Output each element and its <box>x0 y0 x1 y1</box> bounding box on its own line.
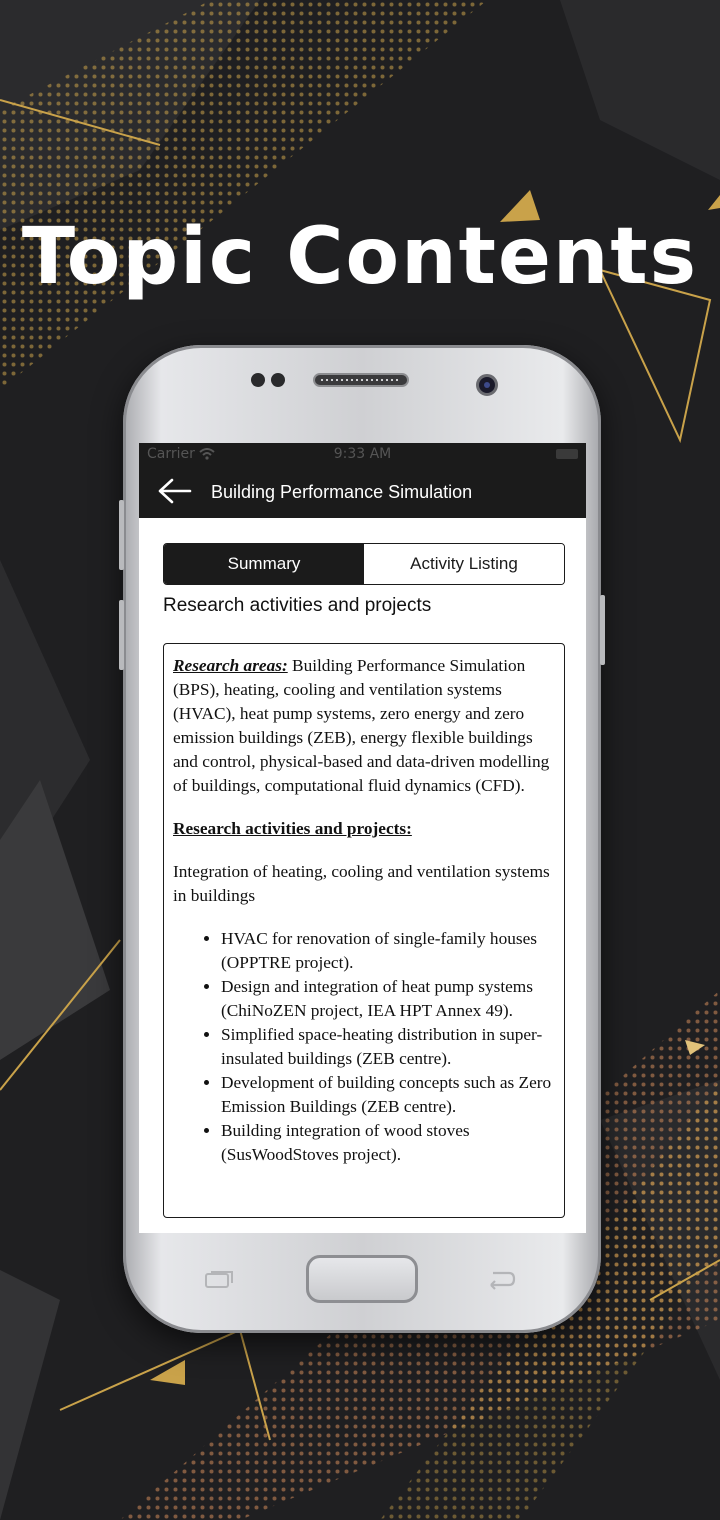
activities-heading-paragraph <box>173 817 555 841</box>
recent-apps-icon[interactable] <box>205 1270 235 1288</box>
home-button[interactable] <box>306 1255 418 1303</box>
phone-mockup <box>123 345 601 1333</box>
phone-speaker <box>313 373 409 387</box>
phone-side-button <box>119 600 124 670</box>
research-areas-text: Building Performance Simulation (BPS), heating, cooling and ventilation systems (HVAC), heat pump systems, zero energy and zero emission buildings (ZEB), energy flexible buildings and control, physical-based and data-driven modelling of buildings, computational fluid dynamics (CFD). <box>173 656 550 795</box>
activities-heading: Research activities and projects: <box>173 819 412 838</box>
back-arrow-icon[interactable] <box>157 475 193 507</box>
clock: 9:33 AM <box>333 446 392 462</box>
list-item: • Design and integration of heat pump systems (ChiNoZEN project, IEA HPT Annex 49). <box>221 975 555 1023</box>
research-areas-label: Research areas: <box>173 656 288 675</box>
intro-paragraph: Integration of heating, cooling and ventilation systems in buildings <box>173 862 550 905</box>
summary-content <box>163 643 565 1218</box>
phone-power-button <box>600 595 605 665</box>
research-areas-paragraph <box>173 654 555 798</box>
back-key-icon[interactable] <box>485 1267 517 1291</box>
list-item: • Simplified space-heating distribution in super-insulated buildings (ZEB centre). <box>221 1023 555 1071</box>
app-screen <box>139 443 586 1233</box>
tab-bar <box>163 543 565 585</box>
phone-sensor <box>271 373 285 387</box>
page-title: Building Performance Simulation <box>211 482 473 502</box>
list-item: • HVAC for renovation of single-family houses (OPPTRE project). <box>221 927 555 975</box>
activities-list <box>173 927 555 1167</box>
tab-activity-listing[interactable]: Activity Listing <box>364 544 564 584</box>
section-title: Research activities and projects <box>163 595 432 616</box>
page-headline: Topic Contents <box>21 212 699 302</box>
status-bar <box>139 443 586 465</box>
phone-camera <box>476 374 498 396</box>
battery-icon <box>556 449 578 459</box>
list-item: • Development of building concepts such as Zero Emission Buildings (ZEB centre). <box>221 1071 555 1119</box>
tab-summary[interactable]: Summary <box>164 544 364 584</box>
list-item: • Building integration of wood stoves (SusWoodStoves project). <box>221 1119 555 1167</box>
phone-side-button <box>119 500 124 570</box>
app-bar <box>139 465 586 518</box>
phone-sensor <box>251 373 265 387</box>
carrier-label: Carrier <box>147 446 195 462</box>
